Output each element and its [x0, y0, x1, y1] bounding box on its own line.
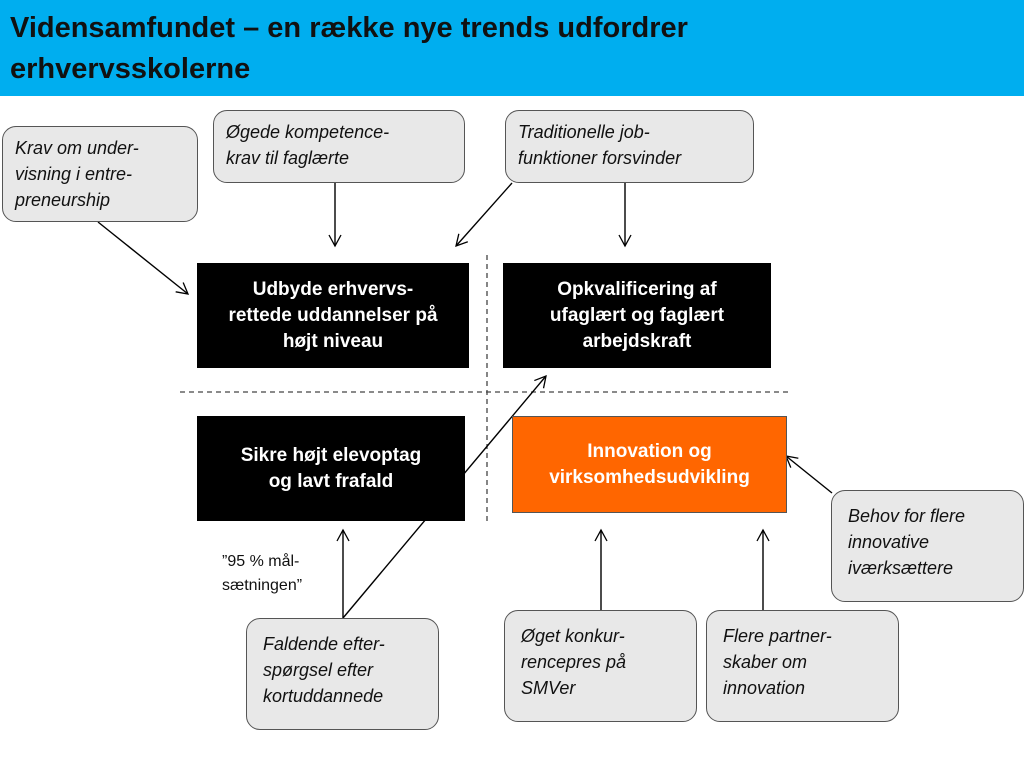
- callout-partnerships-line-1: Flere partner-: [723, 626, 832, 646]
- target-note: [222, 550, 342, 598]
- quadrant-bottom-right-line-2: virksomhedsudvikling: [549, 466, 750, 488]
- target-note-line-2: sætningen”: [222, 577, 303, 594]
- quadrant-top-right-line-2: ufaglært og faglært: [549, 304, 725, 326]
- callout-innovative-line-3: iværksættere: [848, 558, 954, 578]
- callout-innovative-entrepreneurs: [831, 490, 1024, 602]
- quadrant-top-left-line-1: Udbyde erhvervs-: [252, 278, 414, 300]
- quadrant-bottom-right: [512, 416, 787, 513]
- arrow-traditional-jobs-to-left: [456, 183, 512, 246]
- callout-traditional-jobs-line-2: funktioner forsvinder: [518, 148, 682, 168]
- title-line-2: erhvervsskolerne: [10, 53, 251, 85]
- callout-entrepreneurship-line-3: preneurship: [15, 190, 111, 210]
- callout-entrepreneurship: [2, 126, 198, 222]
- callout-competition-line-1: Øget konkur-: [521, 626, 625, 646]
- callout-partnerships-line-2: skaber om: [723, 652, 808, 672]
- callout-entrepreneurship-line-1: Krav om under-: [15, 138, 139, 158]
- quadrant-bottom-left: [197, 416, 465, 521]
- callout-entrepreneurship-line-2: visning i entre-: [15, 164, 133, 184]
- callout-competition-line-3: SMVer: [521, 678, 576, 698]
- arrow-entrepreneurship: [98, 222, 188, 294]
- quadrant-top-left: [197, 263, 469, 368]
- quadrant-bottom-right-line-1: Innovation og: [587, 440, 712, 462]
- callout-demand-line-3: kortuddannede: [263, 686, 384, 706]
- callout-competence-line-1: Øgede kompetence-: [226, 122, 390, 142]
- quadrant-bottom-left-line-2: og lavt frafald: [268, 470, 394, 492]
- callout-demand-falling: [246, 618, 439, 730]
- callout-traditional-jobs: [505, 110, 754, 183]
- callout-partnerships-line-3: innovation: [723, 678, 806, 698]
- callout-traditional-jobs-line-1: Traditionelle job-: [518, 122, 650, 142]
- callout-demand-line-1: Faldende efter-: [263, 634, 385, 654]
- callout-partnerships: [706, 610, 899, 722]
- callout-innovative-line-2: innovative: [848, 532, 930, 552]
- callout-competition-line-2: rencepres på: [521, 652, 627, 672]
- quadrant-top-left-line-2: rettede uddannelser på: [228, 304, 438, 326]
- callout-competence: [213, 110, 465, 183]
- quadrant-top-right-line-3: arbejdskraft: [582, 330, 692, 352]
- callout-innovative-line-1: Behov for flere: [848, 506, 966, 526]
- target-note-line-1: ”95 % mål-: [222, 553, 300, 570]
- quadrant-top-right-line-1: Opkvalificering af: [557, 278, 717, 300]
- callout-demand-line-2: spørgsel efter: [263, 660, 374, 680]
- title-line-1: Vidensamfundet – en række nye trends udfordrer: [10, 12, 688, 44]
- callout-competence-line-2: krav til faglærte: [226, 148, 350, 168]
- quadrant-top-right: [503, 263, 771, 368]
- arrow-innovative-entrepreneurs: [786, 456, 832, 493]
- callout-competition: [504, 610, 697, 722]
- quadrant-bottom-left-line-1: Sikre højt elevoptag: [240, 444, 422, 466]
- quadrant-top-left-line-3: højt niveau: [282, 330, 384, 352]
